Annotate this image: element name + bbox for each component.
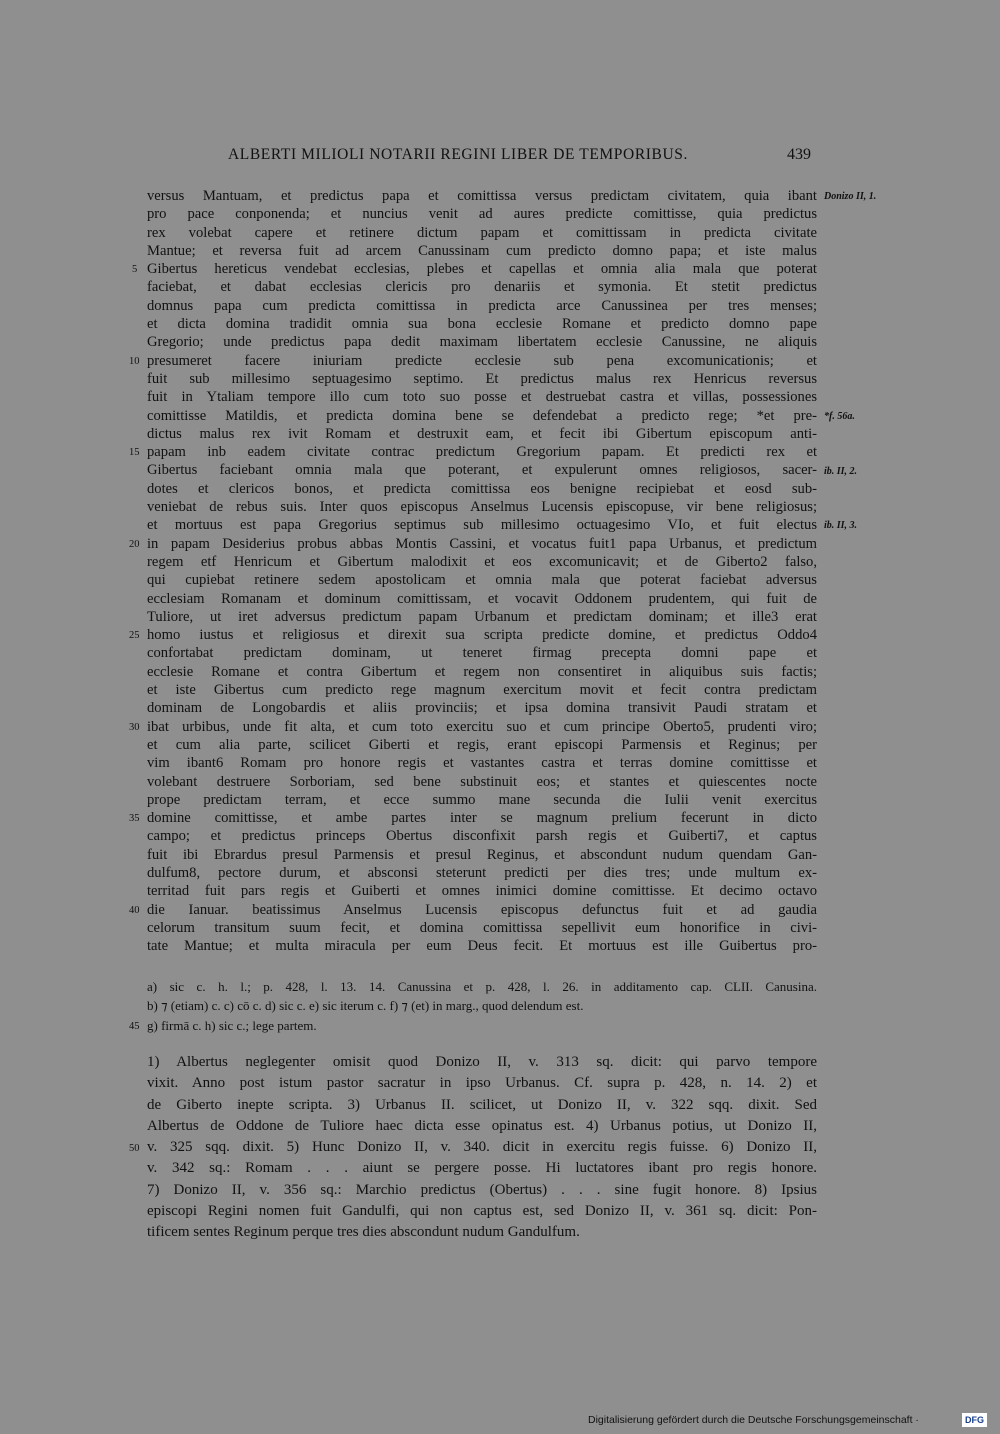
text-line: territad fuit pars regis et Guiberti et omnes inimici domine comittisse. Et decimo octavo [147, 883, 817, 900]
line-number: 20 [129, 538, 140, 550]
text-line: domine comittisse, et ambe partes inter se magnum prelium fecerunt in dicto [147, 810, 817, 827]
line-number: 30 [129, 721, 140, 733]
text-line: fuit ibi Ebrardus presul Parmensis et presul Reginus, et abscondunt nudum quendam Gan- [147, 846, 817, 863]
text-line: Mantue; et reversa fuit ad arcem Canussinam cum predicto domno papa; et iste malus [147, 242, 817, 259]
main-text [147, 187, 817, 955]
text-line: Tuliore, ut iret adversus predictum papam Urbanum et predictam dominam; et ille3 erat [147, 608, 817, 625]
text-line: ecclesie Romane et contra Gibertum et regem non consentiret in aliquibus suis factis; [147, 663, 817, 680]
footnote-line: v. 325 sqq. dixit. 5) Hunc Donizo II, v. 340. dicit in exercitu regis fuisse. 6) Donizo II, [147, 1139, 817, 1156]
text-line: et mortuus est papa Gregorius septimus sub millesimo octuagesimo VIo, et fuit electus [147, 517, 817, 534]
line-number: 40 [129, 904, 140, 916]
text-line: papam inb eadem civitate contrac predictum Gregorium papam. Et predicti rex et [147, 444, 817, 461]
text-line: celorum transitum suum fecit, et domina comittissa sepellivit eum honorifice in civi- [147, 919, 817, 936]
text-line: pro pace conponenda; et nuncius venit ad aures predicte comittisse, quia predictus [147, 206, 817, 223]
footnote-line: vixit. Anno post istum pastor sacratur in ipso Urbanus. Cf. supra p. 428, n. 14. 2) et [147, 1075, 817, 1092]
text-line: versus Mantuam, et predictus papa et comittissa versus predictam civitatem, quia ibant [147, 188, 817, 204]
line-number: 10 [129, 355, 140, 367]
text-line: presumeret facere iniuriam predicte ecclesie sub pena excomunicationis; et [147, 352, 817, 369]
text-line: die Ianuar. beatissimus Anselmus Lucensis episcopus defunctus fuit et ad gaudia [147, 901, 817, 918]
line-number: 25 [129, 630, 140, 642]
footnote-line: 1) Albertus neglegenter omisit quod Donizo II, v. 313 sq. dicit: qui parvo tempore [147, 1054, 817, 1070]
footer-credit: Digitalisierung gefördert durch die Deutsche Forschungsgemeinschaft · [588, 1414, 919, 1426]
running-title: ALBERTI MILIOLI NOTARII REGINI LIBER DE TEMPORIBUS. [228, 146, 688, 163]
text-line: fuit sub millesimo septuagesimo septimo. Et predictus malus rex Henricus reversus [147, 370, 817, 387]
margin-note: *f. 56a. [824, 410, 855, 422]
line-number: 35 [129, 813, 140, 825]
dfg-logo: DFG [962, 1413, 987, 1427]
text-line: rex volebat capere et retinere dictum papam et comittissam in predicta civitate [147, 224, 817, 241]
text-line: vim ibant6 Romam pro honore regis et vastantes castra et terras domine comittisse et [147, 755, 817, 772]
footnote-line: de Giberto inepte scripta. 3) Urbanus II. scilicet, ut Donizo II, v. 322 sqq. dixit. Sed [147, 1096, 817, 1113]
text-line: faciebat, et dabat ecclesias clericis pro denariis et symonia. Et stetit predictus [147, 279, 817, 296]
text-line: in papam Desiderius probus abbas Montis Cassini, et vocatus fuit1 papa Urbanus, et predictum [147, 535, 817, 552]
text-line: et iste Gibertus cum predicto rege magnum exercitum movit et fecit contra predictam [147, 682, 817, 699]
text-line: dictus malus rex ivit Romam et destruxit eam, et fecit ibi Gibertum episcopum anti- [147, 425, 817, 442]
text-line: Gregorio; unde predictus papa dedit maximam libertatem ecclesie Canussine, ne aliquis [147, 334, 817, 351]
text-line: volebant destruere Sorboriam, sed bene substinuit eos; et stantes et quiescentes nocte [147, 773, 817, 790]
text-line: et dicta domina tradidit omnia sua bona ecclesie Romane et predicto domno pape [147, 316, 817, 333]
text-line: regem etf Henricum et Gibertum malodixit et eos excomunicavit; et de Giberto2 falso, [147, 553, 817, 570]
text-line: tate Mantue; et multa miracula per eum Deus fecit. Et mortuus est ille Guibertus pro- [147, 938, 817, 955]
page-number: 439 [787, 146, 811, 163]
text-line: prope predictam terram, et ecce summo mane secunda die Iulii venit exercitus [147, 791, 817, 808]
text-line: domnus papa cum predicta comittissa in predicta arce Canussinea per tres menses; [147, 297, 817, 314]
line-number: 5 [132, 264, 138, 276]
text-line: dominam de Longobardis et aliis provinciis; et ipsa domina transivit Paudi stratam et [147, 700, 817, 717]
margin-note: ib. II, 3. [824, 520, 858, 532]
footnote-line: tificem sentes Reginum perque tres dies abscondunt nudum Gandulfum. [147, 1224, 580, 1241]
line-number: 50 [129, 1143, 140, 1155]
line-number: 15 [129, 447, 140, 459]
text-line: ibat urbibus, unde fit alta, et cum toto exercitu suo et cum principe Oberto5, prudenti viro; [147, 718, 817, 735]
footnote-line: episcopi Regini nomen fuit Gandulfi, qui non captus est, sed Donizo II, v. 361 sq. dicit: Pon- [147, 1203, 817, 1220]
apparatus-line: g) firmā c. h) sic c.; lege partem. [147, 1017, 317, 1033]
footnote-line: v. 342 sq.: Romam . . . aiunt se pergere posse. Hi luctatores ibant pro regis honore. [147, 1160, 817, 1177]
text-line: dulfum8, pectore durum, et absconsi steterunt predicti per dies tres; unde multum ex- [147, 864, 817, 881]
text-line: et cum alia parte, scilicet Giberti et regis, erant episcopi Parmensis et Reginus; per [147, 736, 817, 753]
apparatus-line: b) ⁊ (etiam) c. c) cō c. d) sic c. e) sic iterum c. f) ⁊ (et) in marg., quod delendum est. [147, 998, 584, 1014]
text-line: ecclesiam Romanam et dominum comittissam, et vocavit Oddonem prudentem, qui fuit de [147, 590, 817, 607]
margin-note: ib. II, 2. [824, 465, 858, 477]
apparatus-line: a) sic c. h. l.; p. 428, l. 13. 14. Canussina et p. 428, l. 26. in additamento cap. CLII. Canusina. [147, 979, 817, 994]
text-line: veniebat de rebus suis. Inter quos episcopus Anselmus Lucensis episcopuse, vir bene religiosus; [147, 499, 817, 516]
footnotes [147, 1052, 817, 1244]
text-line: fuit in Ytaliam tempore illo cum toto suo posse et destruebat castra et villas, possessiones [147, 389, 817, 406]
footnote-line: Albertus de Oddone de Tuliore haec dicta esse opinatus est. 4) Urbanus potius, ut Donizo II, [147, 1117, 817, 1134]
critical-apparatus [147, 977, 817, 1035]
text-line: campo; et predictus princeps Obertus disconfixit parsh regis et Guiberti7, et captus [147, 828, 817, 845]
margin-note: Donizo II, 1. [824, 191, 877, 202]
text-line: comittisse Matildis, et predicta domina bene se defendebat a predicto rege; *et pre- [147, 407, 817, 424]
running-header [0, 146, 1000, 172]
text-line: Gibertus faciebant omnia mala que poterant, et expulerunt omnes religiosos, sacer- [147, 462, 817, 479]
line-number: 45 [129, 1020, 140, 1032]
text-line: confortabat predictam dominam, ut teneret firmag precepta domni pape et [147, 645, 817, 662]
text-line: qui cupiebat retinere sedem apostolicam et omnia mala que poterat faciebat adversus [147, 572, 817, 589]
text-line: dotes et clericos bonos, et predicta comittissa eos benigne recipiebat et eosd sub- [147, 480, 817, 497]
text-line: Gibertus hereticus vendebat ecclesias, plebes et capellas et omnia alia mala que poterat [147, 261, 817, 278]
footnote-line: 7) Donizo II, v. 356 sq.: Marchio predictus (Obertus) . . . sine fugit honore. 8) Ipsius [147, 1181, 817, 1198]
text-line: homo iustus et religiosus et direxit sua scripta predicte domine, et predictus Oddo4 [147, 627, 817, 644]
